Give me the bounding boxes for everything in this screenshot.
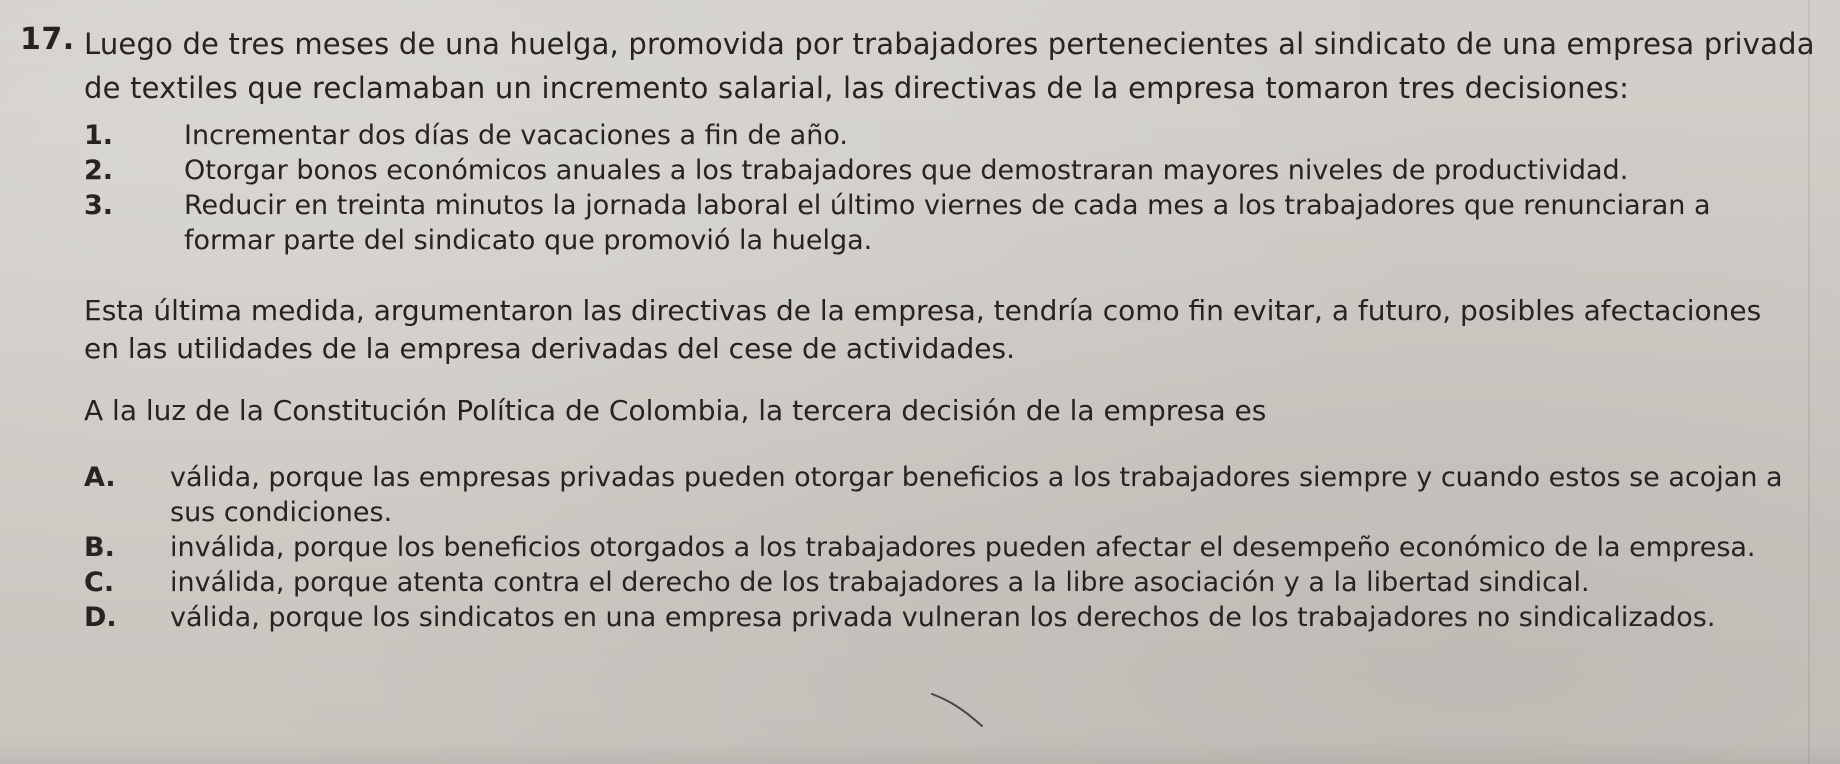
answer-option-d[interactable]	[84, 600, 1804, 635]
pen-stroke-mark	[930, 690, 986, 730]
answer-option-c[interactable]	[84, 565, 1804, 600]
decision-text: Incrementar dos días de vacaciones a fin de año.	[184, 120, 848, 151]
context-note: Esta última medida, argumentaron las directivas de la empresa, tendría como fin evitar, a futuro, posibles afectaciones en las utilidades de la empresa derivadas del cese de actividades.	[84, 294, 1762, 365]
answer-option-b[interactable]	[84, 530, 1804, 565]
answer-options	[84, 460, 1804, 635]
option-text: válida, porque los sindicatos en una empresa privada vulneran los derechos de los trabajadores no sindicalizados.	[170, 602, 1716, 633]
decision-item	[84, 118, 1804, 153]
answer-option-a[interactable]	[84, 460, 1804, 530]
decision-text: Otorgar bonos económicos anuales a los trabajadores que demostraran mayores niveles de productividad.	[184, 155, 1629, 186]
decision-text: Reducir en treinta minutos la jornada laboral el último viernes de cada mes a los trabajadores que renunciaran a formar parte del sindicato que promovió la huelga.	[184, 190, 1711, 256]
option-text: inválida, porque atenta contra el derecho de los trabajadores a la libre asociación y a la libertad sindical.	[170, 567, 1590, 598]
option-letter: B.	[84, 532, 115, 563]
decision-item	[84, 153, 1804, 188]
option-letter: C.	[84, 567, 115, 598]
decision-number: 3.	[84, 190, 114, 221]
option-text: inválida, porque los beneficios otorgados a los trabajadores pueden afectar el desempeño económico de la empresa.	[170, 532, 1756, 563]
question-intro: Luego de tres meses de una huelga, promovida por trabajadores pertenecientes al sindicato de una empresa privada de textiles que reclamaban un incremento salarial, las directivas de la empresa tomaron tres decisiones:	[84, 27, 1815, 105]
question-number: 17.	[20, 22, 75, 57]
paper-edge	[1808, 0, 1810, 764]
decision-number: 2.	[84, 155, 114, 186]
decision-number: 1.	[84, 120, 114, 151]
question-stem: A la luz de la Constitución Política de Colombia, la tercera decisión de la empresa es	[84, 394, 1267, 427]
decision-item	[84, 188, 1804, 258]
decisions-list	[84, 118, 1804, 258]
option-letter: A.	[84, 462, 116, 493]
option-text: válida, porque las empresas privadas pueden otorgar beneficios a los trabajadores siempre y cuando estos se acojan a sus condiciones.	[170, 462, 1783, 528]
option-letter: D.	[84, 602, 117, 633]
paper-shadow	[0, 740, 1840, 764]
